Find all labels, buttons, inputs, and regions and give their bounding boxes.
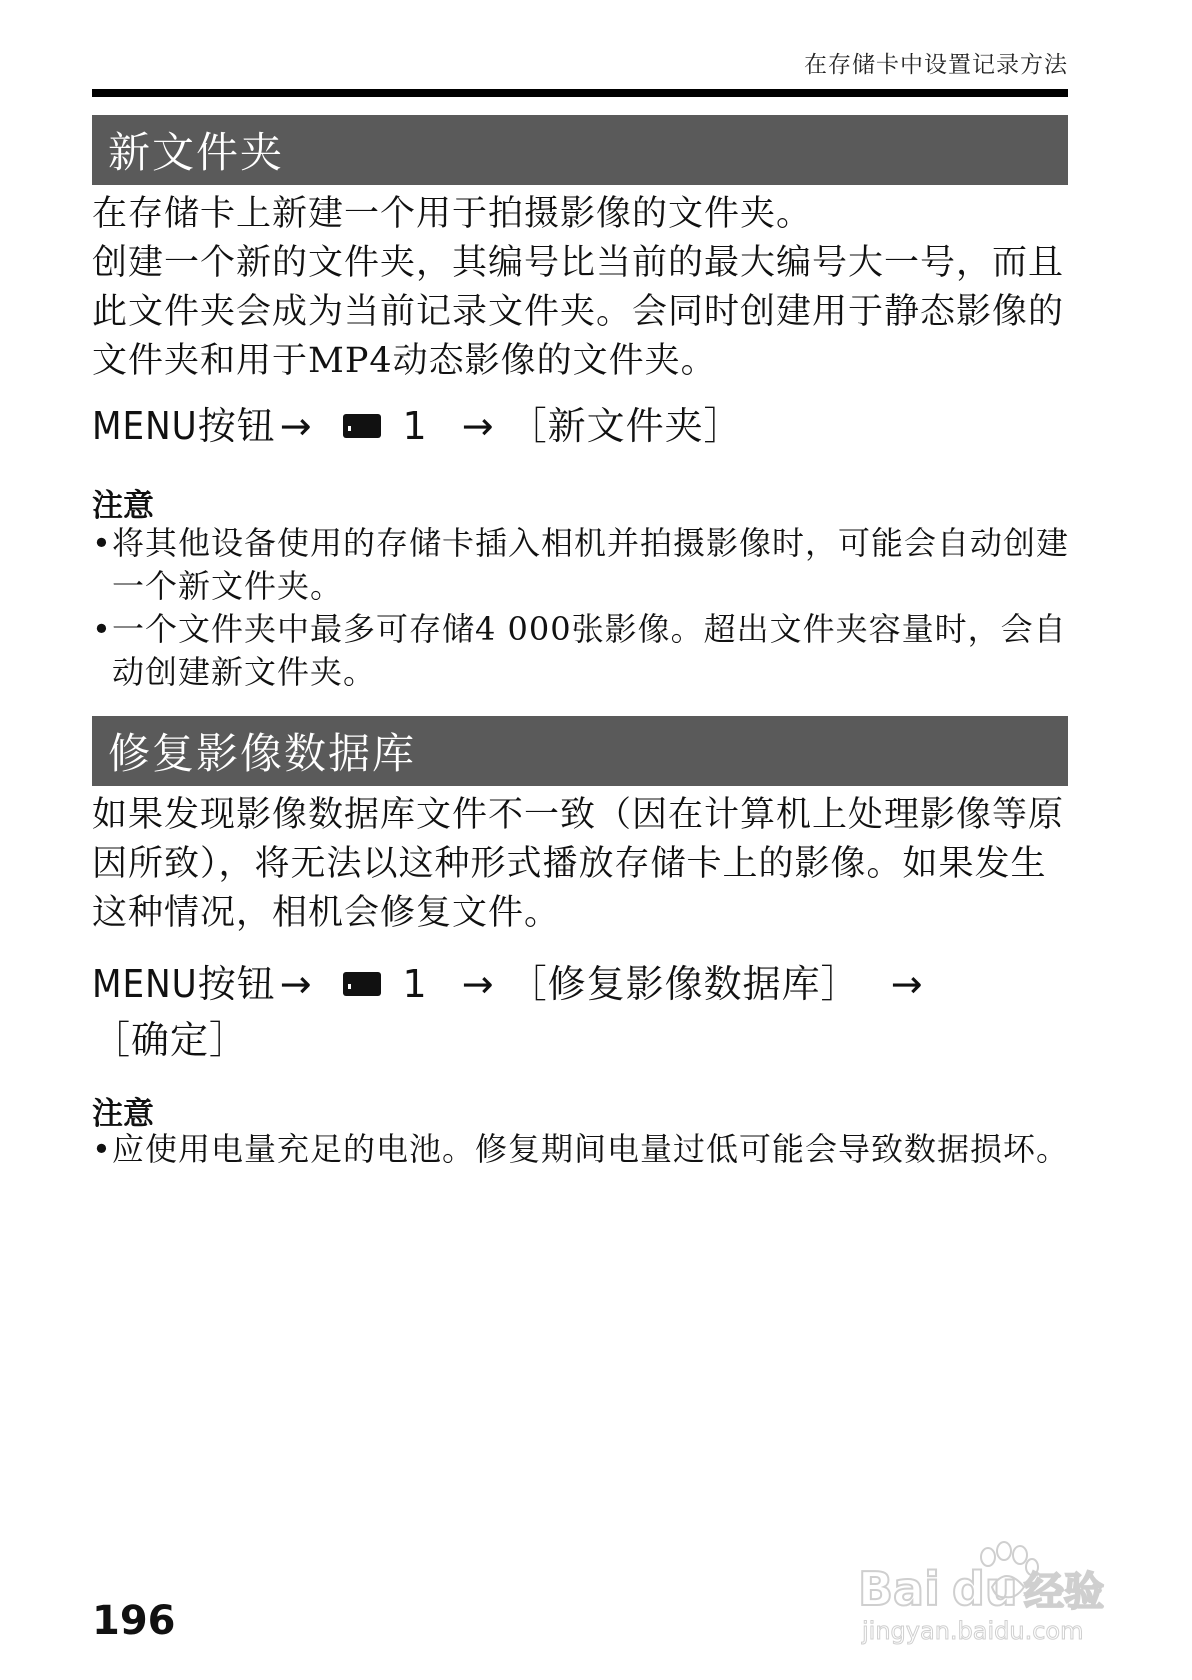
arrow-icon: → [461,962,495,1006]
memory-card-icon [343,972,381,996]
menu-item-label: ［新文件夹］ [508,404,743,448]
note-title: 注意 [92,1096,154,1132]
section-heading-text: 修复影像数据库 [108,729,417,778]
arrow-icon: → [279,962,313,1006]
page-header-title: 在存储卡中设置记录方法 [804,52,1068,78]
menu-button-label: MENU按钮 [92,404,276,448]
section-heading-new-folder [92,115,1068,185]
body-paragraph: 如果发现影像数据库文件不一致（因在计算机上处理影像等原因所致），将无法以这种形式播放存储卡上的影像。如果发生这种情况，相机会修复文件。 [92,795,1065,933]
note-item: • 应使用电量充足的电池。修复期间电量过低可能会导致数据损坏。 [92,1128,1082,1171]
note-title: 注意 [92,488,154,524]
menu-item-label: ［修复影像数据库］ [508,962,860,1006]
arrow-icon: → [279,404,313,448]
menu-confirm-label: ［确定］ [92,1018,249,1062]
svg-text:经验: 经验 [1024,1569,1104,1615]
note-list [92,522,1082,694]
svg-text:Bai: Bai [858,1562,940,1616]
section-body-repair-database [92,791,1068,938]
menu-path-new-folder [92,398,1082,454]
menu-button-label: MENU按钮 [92,962,276,1006]
section-heading-text: 新文件夹 [108,128,285,177]
section-heading-repair-database [92,716,1068,786]
svg-text:du: du [952,1562,1018,1616]
svg-text:jingyan.baidu.com: jingyan.baidu.com [862,1617,1084,1645]
note-item: • 将其他设备使用的存储卡插入相机并拍摄影像时，可能会自动创建一个新文件夹。 [92,522,1082,608]
body-paragraph: 在存储卡上新建一个用于拍摄影像的文件夹。 [92,194,813,234]
header-rule [92,89,1068,97]
menu-path-repair-database [92,956,1082,1068]
arrow-icon: → [461,404,495,448]
menu-tab-number: 1 [402,404,428,448]
section-body-new-folder [92,190,1068,386]
body-paragraph: 创建一个新的文件夹，其编号比当前的最大编号大一号，而且此文件夹会成为当前记录文件夹。会同时创建用于静态影像的文件夹和用于MP4动态影像的文件夹。 [92,243,1065,381]
page-number: 196 [92,1598,176,1644]
menu-tab-number: 1 [402,962,428,1006]
baidu-jingyan-watermark-logo [856,1535,1136,1650]
note-item: • 一个文件夹中最多可存储4 000张影像。超出文件夹容量时，会自动创建新文件夹。 [92,608,1082,694]
note-list [92,1128,1082,1171]
memory-card-icon [343,414,381,438]
arrow-icon: → [890,962,924,1006]
